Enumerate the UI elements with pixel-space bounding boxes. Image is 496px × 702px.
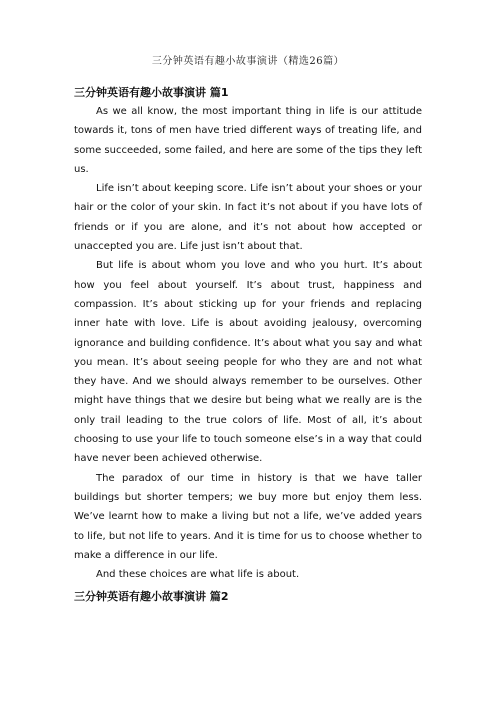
paragraph-4: The paradox of our time in history is that we have taller buildings but shorter tempers; we buy more but enjoy them less. We’ve learnt how to make a living but not a life, we’ve added years to life, but not life to years. And it is time for us to choose whether to make a difference in our life. xyxy=(74,472,422,561)
document-body xyxy=(74,84,422,606)
paragraph-3: But life is about whom you love and who you hurt. It’s about how you feel about yourself. It’s about trust, happiness and compassion. It’s about sticking up for your friends and replacing inner hate with love. Life is about avoiding jealousy, overcoming ignorance and building confidence. It’s about what you say and what you mean. It’s about seeing people for who they are and not what they have. And we should always remember to be ourselves. Other might have things that we desire but being what we really are is the only trail leading to the true colors of life. Most of all, it’s about choosing to use your life to touch someone else’s in a way that could have never been achieved otherwise. xyxy=(74,260,422,465)
paragraph-1: As we all know, the most important thing in life is our attitude towards it, tons of men have tried different ways of treating life, and some succeeded, some failed, and here are some of the tips they left us. xyxy=(74,106,422,175)
paragraph-5: And these choices are what life is about. xyxy=(96,569,300,581)
section-heading-1: 三分钟英语有趣小故事演讲 篇1 xyxy=(74,86,229,99)
section-heading-2: 三分钟英语有趣小故事演讲 篇2 xyxy=(74,590,229,604)
paragraph-2: Life isn’t about keeping score. Life isn’t about your shoes or your hair or the color of your skin. In fact it’s not about if you have lots of friends or if you are alone, and it’s not about how accepted or unaccepted you are. Life just isn’t about that. xyxy=(74,183,422,253)
document-header-title: 三分钟英语有趣小故事演讲（精选26篇） xyxy=(151,56,345,67)
